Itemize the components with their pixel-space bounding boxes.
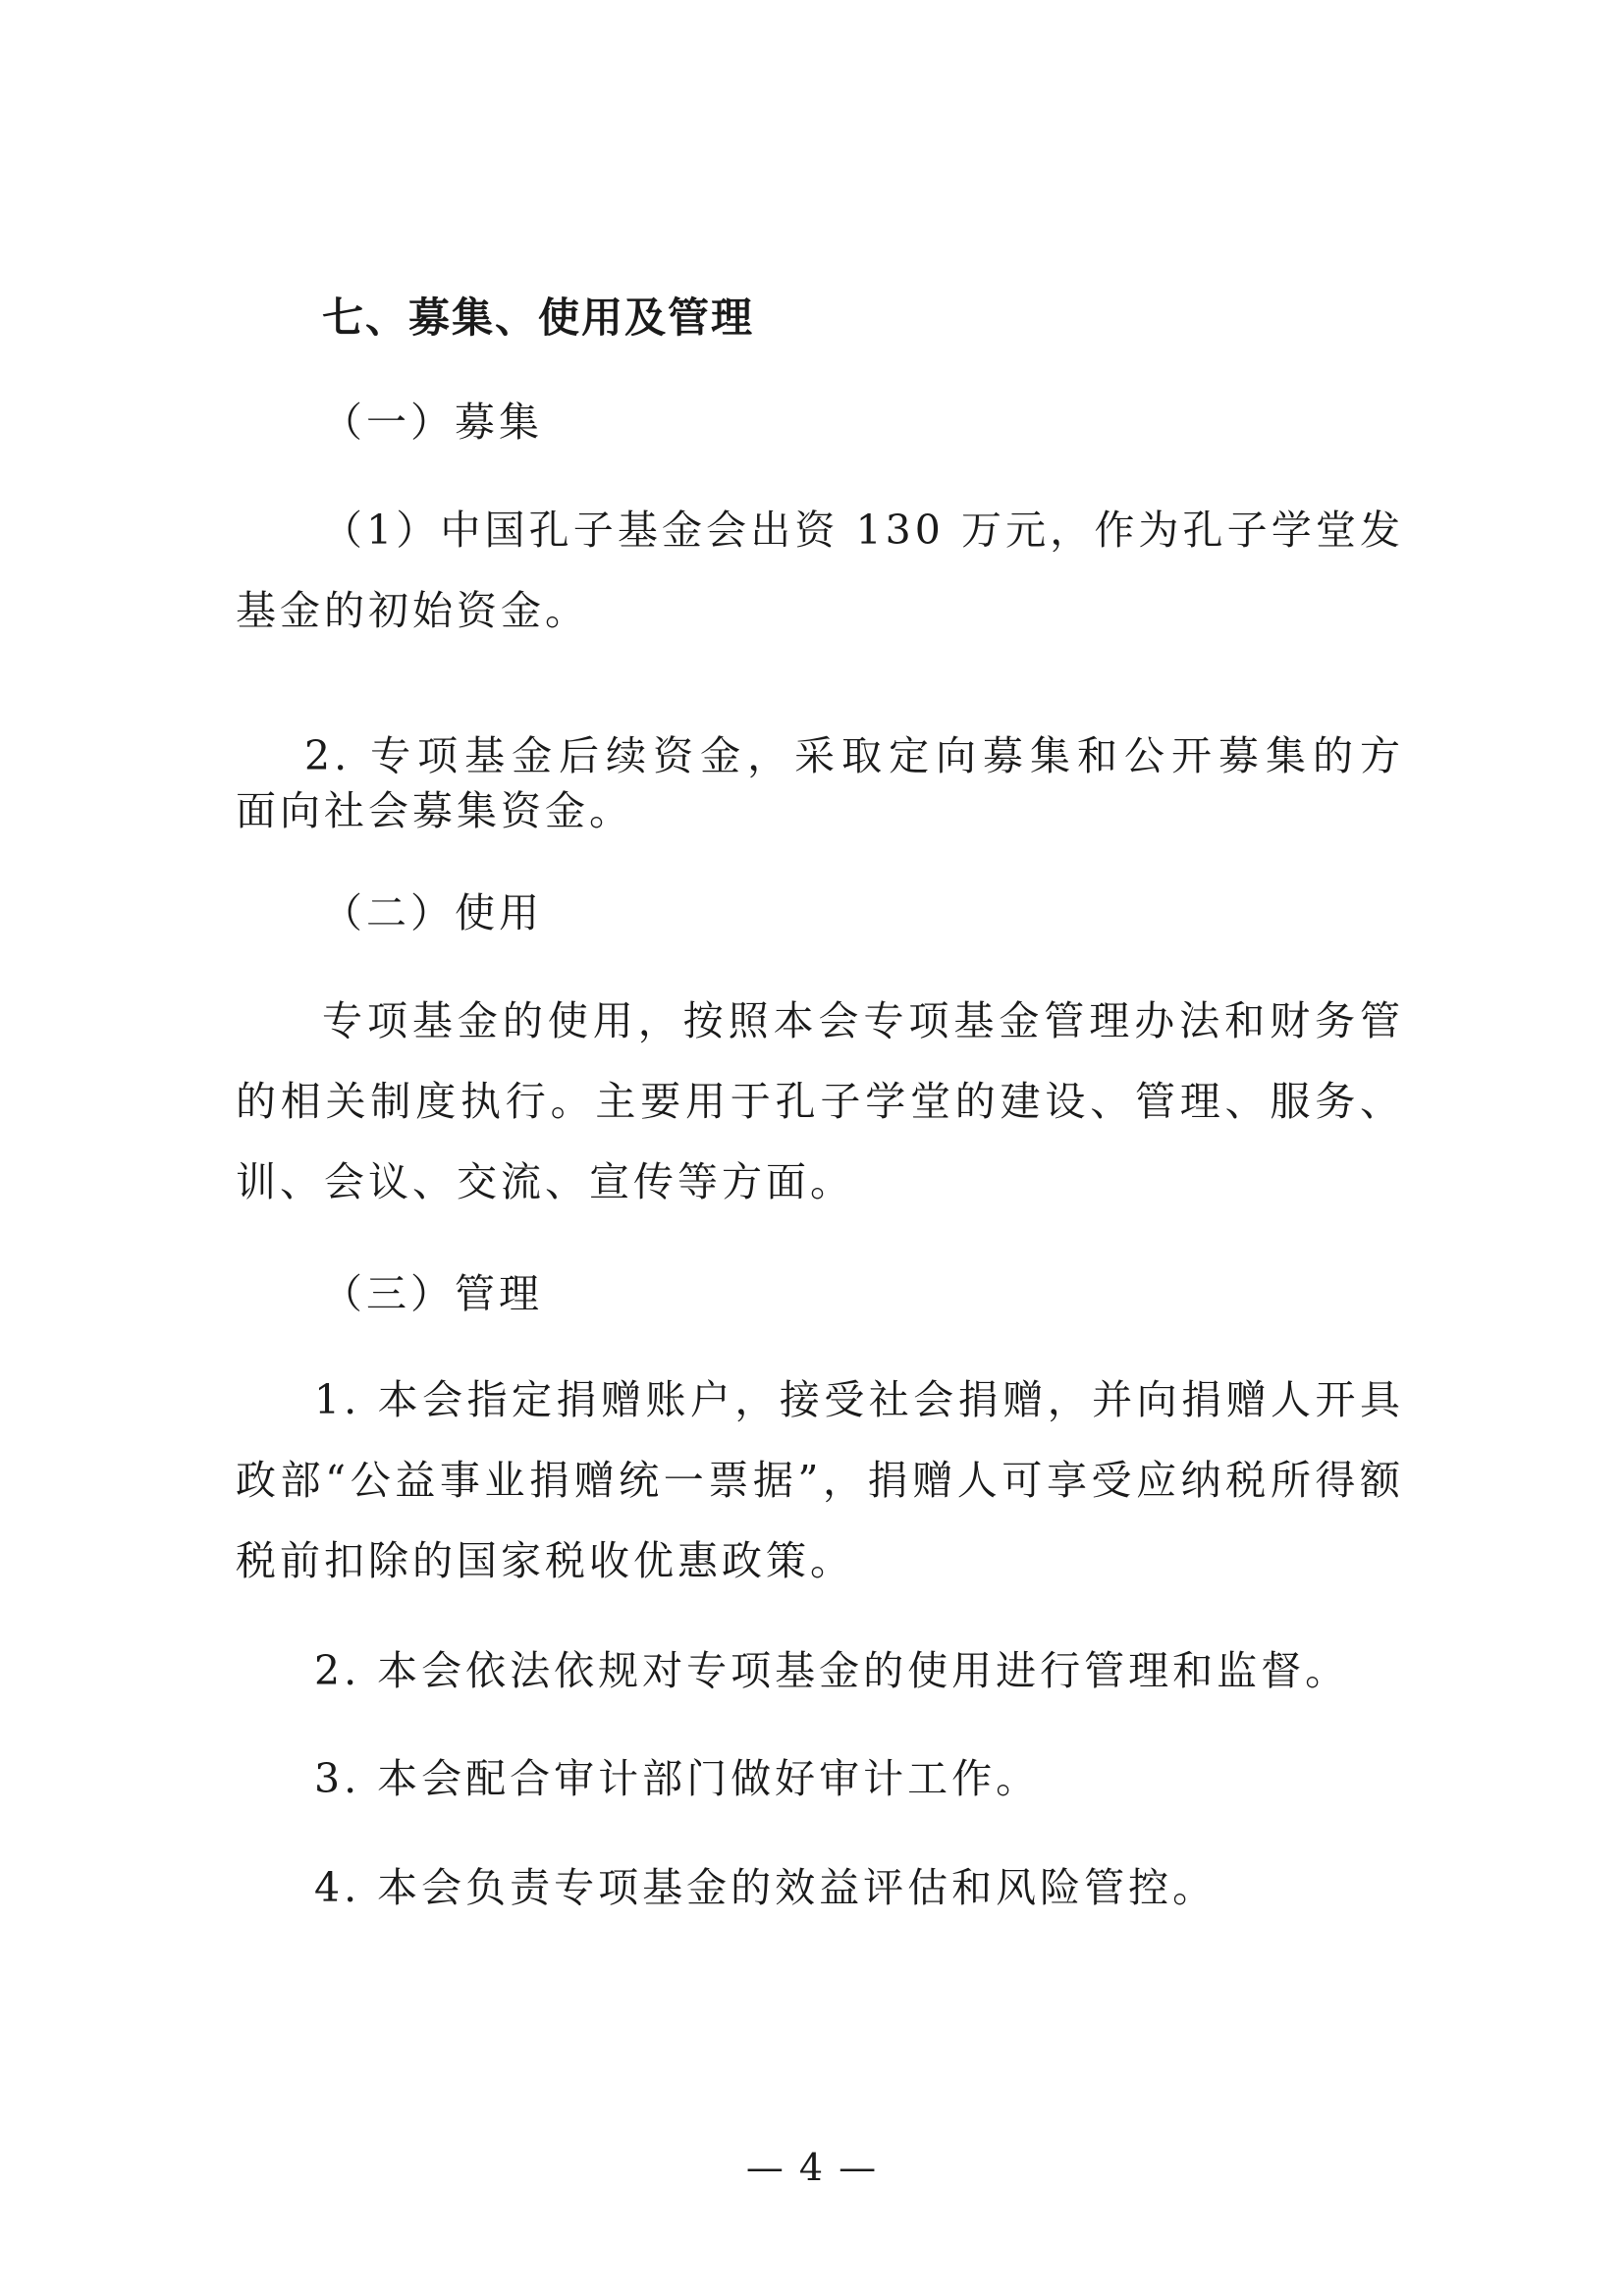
subheading-raise: （一）募集 [322,399,543,446]
manage-item1-line1: 1. 本会指定捐赠账户，接受社会捐赠，并向捐赠人开具 [314,1376,1404,1423]
subheading-use: （二）使用 [322,889,543,936]
manage-item2: 2. 本会依法依规对专项基金的使用进行管理和监督。 [314,1647,1350,1694]
subheading-manage: （三）管理 [322,1270,543,1317]
use-para-line2: 的相关制度执行。主要用于孔子学堂的建设、管理、服务、 [236,1078,1404,1125]
raise-item2-line2: 面向社会募集资金。 [236,787,633,834]
raise-item1-line2: 基金的初始资金。 [236,587,589,634]
section-heading: 七、募集、使用及管理 [322,294,755,342]
manage-item3: 3. 本会配合审计部门做好审计工作。 [314,1755,1041,1802]
raise-item2-line1: 2. 专项基金后续资金，采取定向募集和公开募集的方 [304,732,1404,779]
use-para-line1: 专项基金的使用，按照本会专项基金管理办法和财务管 [322,997,1404,1044]
manage-item1-line3: 税前扣除的国家税收优惠政策。 [236,1537,854,1584]
manage-item1-line2: 政部“公益事业捐赠统一票据”，捐赠人可享受应纳税所得额 [236,1457,1404,1504]
use-para-line3: 训、会议、交流、宣传等方面。 [236,1158,854,1205]
manage-item4: 4. 本会负责专项基金的效益评估和风险管控。 [314,1864,1218,1911]
page-number: — 4 — [745,2146,879,2189]
raise-item1-line1: （1）中国孔子基金会出资 130 万元，作为孔子学堂发 [322,507,1404,554]
